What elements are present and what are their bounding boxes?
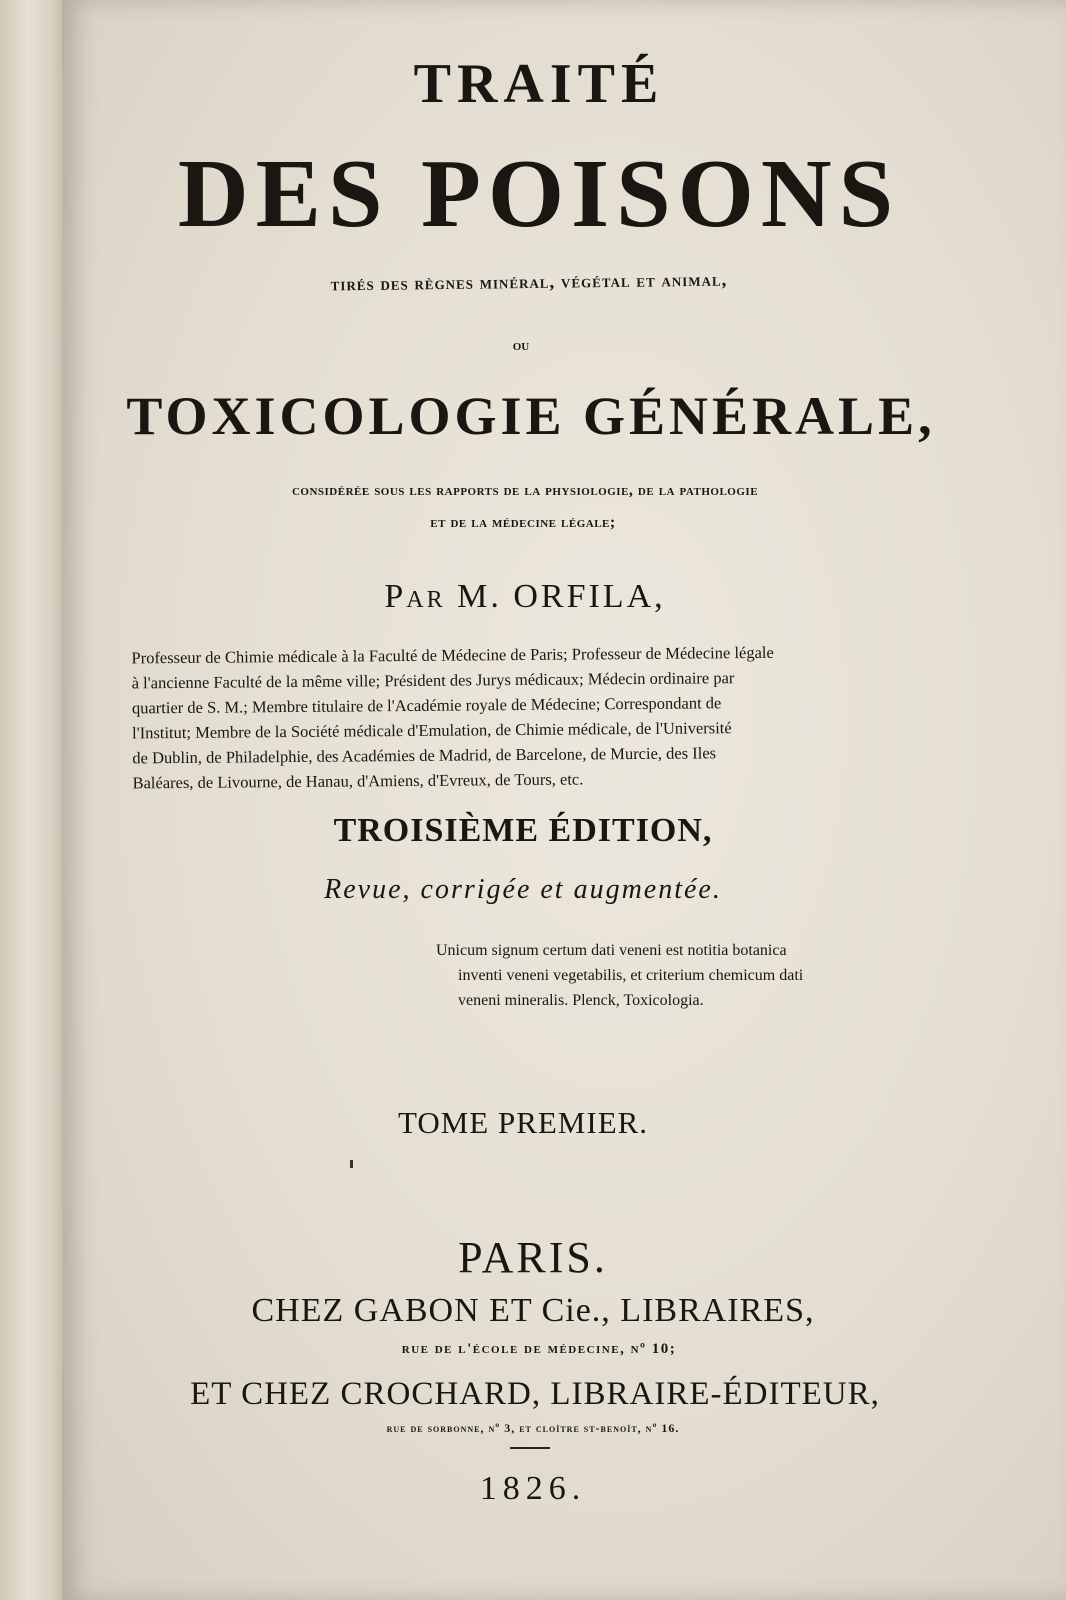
epigraph-line: Unicum signum certum dati veneni est notitia botanica xyxy=(436,942,787,959)
subtitle-ou: ou xyxy=(512,338,530,354)
title-line-toxicologie: TOXICOLOGIE GÉNÉRALE, xyxy=(126,386,936,446)
address-line-1: rue de l'école de médecine, nº 10; xyxy=(401,1341,677,1357)
credentials-line: à l'ancienne Faculté de la même ville; Président des Jurys médicaux; Médecin ordinaire par xyxy=(131,668,735,693)
publisher-line-2: ET CHEZ CROCHARD, LIBRAIRE-ÉDITEUR, xyxy=(190,1376,880,1412)
ink-mark xyxy=(350,1160,353,1168)
epigraph xyxy=(436,938,916,1013)
divider-rule xyxy=(510,1447,550,1449)
credentials-line: l'Institut; Membre de la Société médicale d'Emulation, de Chimie médicale, de l'Université xyxy=(132,718,732,743)
title-line-poisons: DES POISONS xyxy=(177,140,901,248)
epigraph-line: inventi veneni vegetabilis, et criterium chemicum dati xyxy=(458,967,804,984)
subtitle-consideree-line-1: considérée sous les rapports de la physiologie, de la pathologie xyxy=(291,482,759,499)
title-line-traite: TRAITÉ xyxy=(413,53,665,115)
epigraph-line: veneni mineralis. Plenck, Toxicologia. xyxy=(458,992,704,1009)
author-line xyxy=(0,578,1058,616)
credentials-line: Professeur de Chimie médicale à la Faculté de Médecine de Paris; Professeur de Médecine légale xyxy=(131,642,774,668)
author-credentials xyxy=(131,639,912,796)
edition-note: Revue, corrigée et augmentée. xyxy=(324,874,722,905)
credentials-line: Baléares, de Livourne, de Hanau, d'Amiens, d'Evreux, de Tours, etc. xyxy=(132,769,584,793)
publication-year: 1826. xyxy=(479,1470,587,1507)
address-line-2: rue de sorbonne, nº 3, et cloître st-benoît, nº 16. xyxy=(386,1421,680,1435)
author-name: M. ORFILA, xyxy=(457,578,666,615)
imprint-city: PARIS. xyxy=(458,1233,608,1282)
credentials-line: quartier de S. M.; Membre titulaire de l'Académie royale de Médecine; Correspondant de xyxy=(131,693,722,718)
author-prefix: Par xyxy=(384,578,446,615)
subtitle-consideree-line-2: et de la médecine légale; xyxy=(430,514,616,531)
subtitle-tires: tirés des règnes minéral, végétal et animal, xyxy=(330,269,728,296)
credentials-line: de Dublin, de Philadelphie, des Académies de Madrid, de Barcelone, de Murcie, des Iles xyxy=(132,743,717,768)
publisher-line-1: CHEZ GABON ET Cie., LIBRAIRES, xyxy=(251,1292,815,1329)
edition-heading: TROISIÈME ÉDITION, xyxy=(333,812,713,849)
volume-label: TOME PREMIER. xyxy=(397,1105,649,1140)
